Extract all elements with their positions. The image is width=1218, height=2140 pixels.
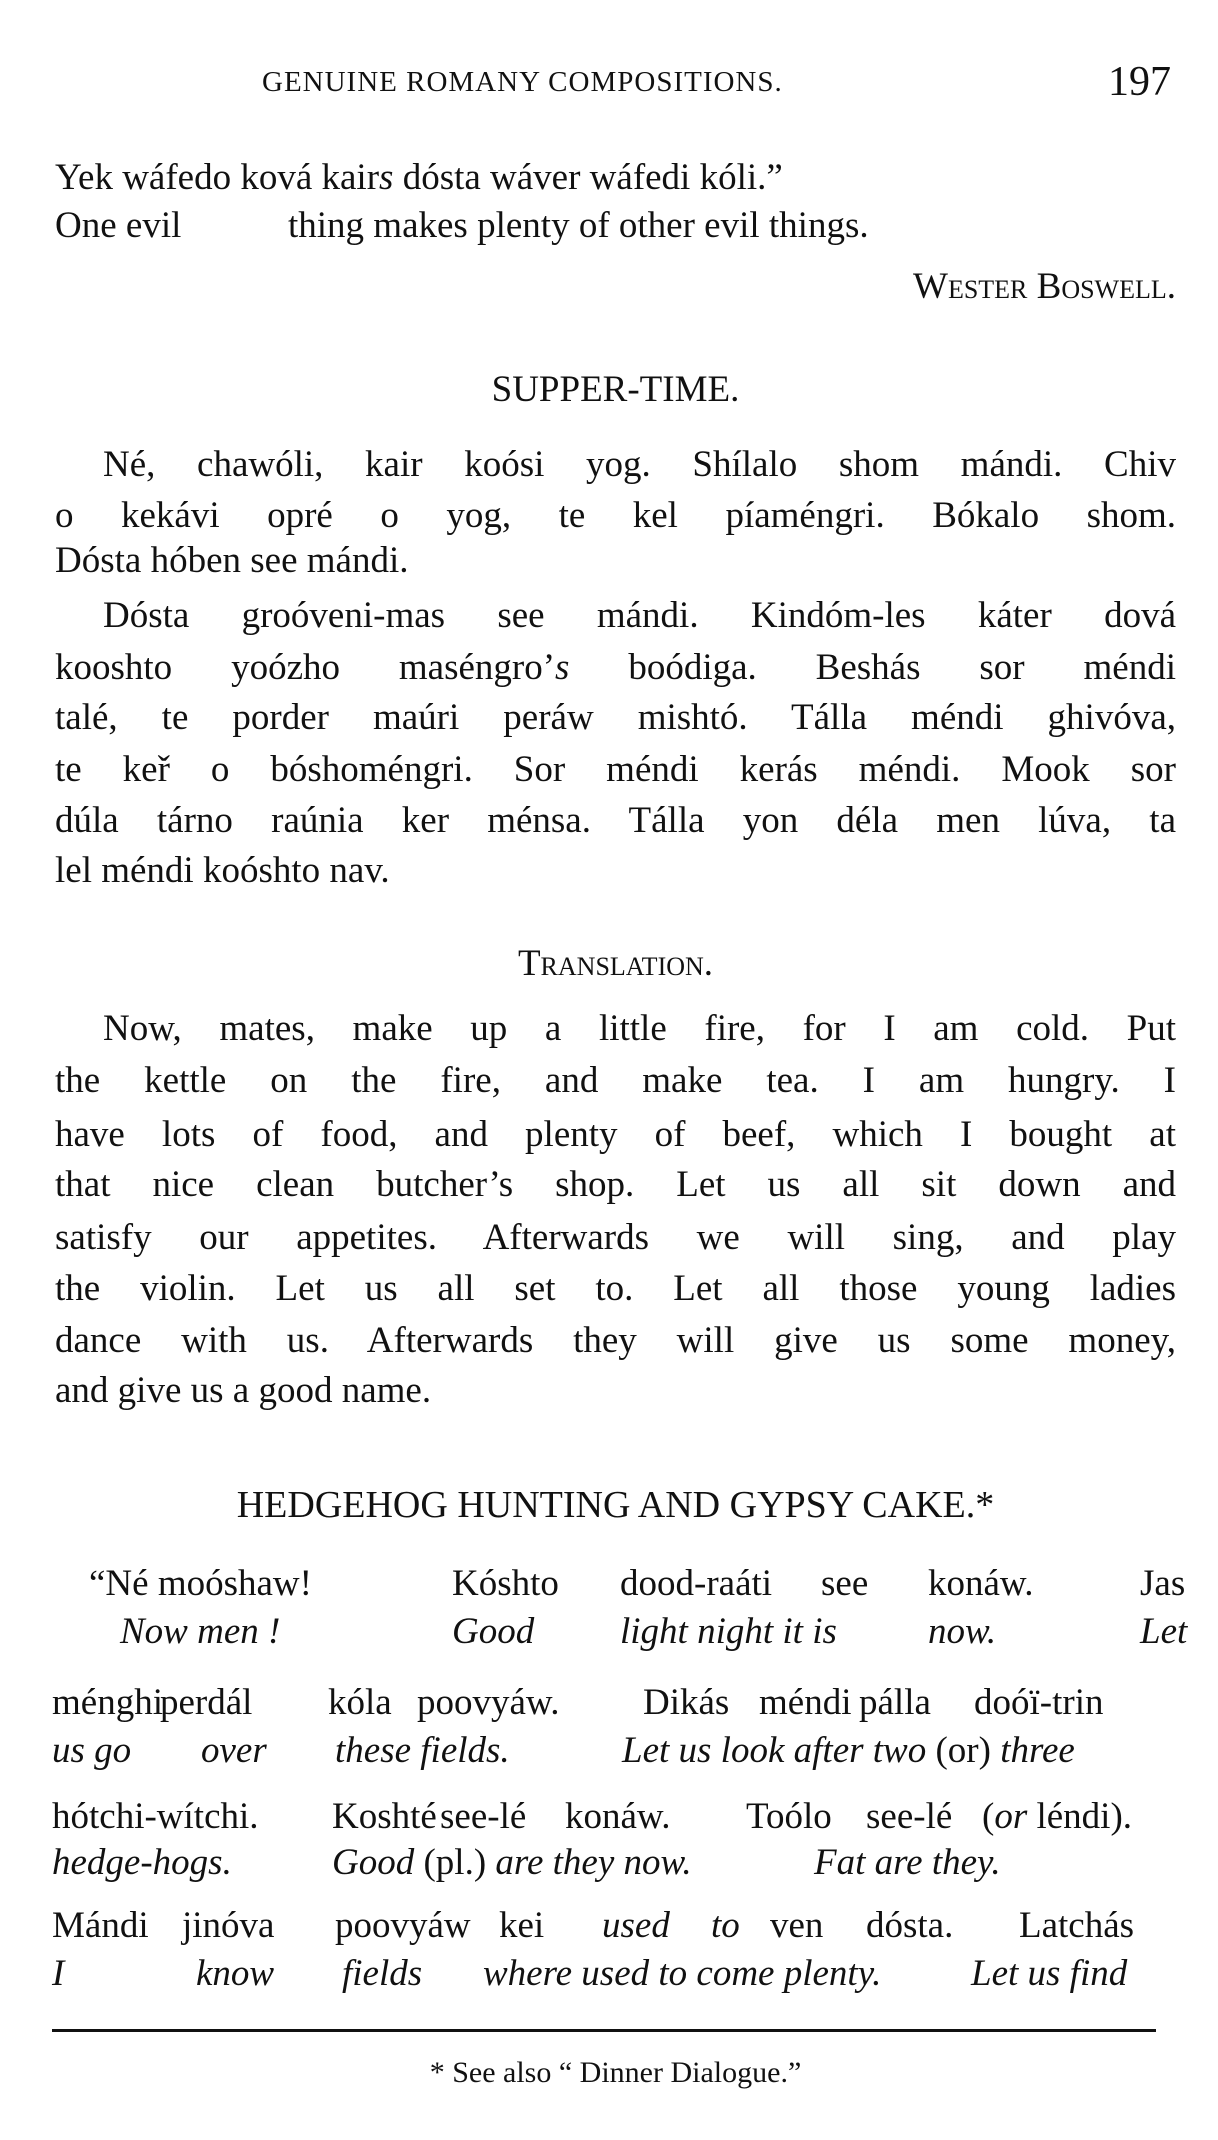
text-segment: Good [452,1611,535,1652]
text-segment: see-lé [866,1796,953,1837]
text-segment: know [196,1953,275,1994]
section-title-hedgehog: HEDGEHOG HUNTING AND GYPSY CAKE.* [236,1484,995,1526]
text-segment: s [555,647,570,688]
word-group [328,1678,392,1728]
text-segment: Dikás [643,1682,730,1723]
word-group [332,1792,437,1842]
text-segment: dósta. [866,1905,954,1946]
word-group [52,1838,232,1888]
gloss-line [0,1607,1218,1657]
text-segment: Yek wáfedo ková kair [55,157,380,198]
text-line [55,491,1176,541]
word-group [182,1901,274,1951]
text-segment: hedge-hogs. [52,1842,232,1883]
text-segment: Jas [1140,1563,1186,1604]
word-group [335,1726,510,1776]
text-line: Now, mates, make up a little fire, for I am cold. Put [103,1008,1176,1049]
text-segment: hótchi-wítchi. [52,1796,259,1837]
word-group [332,1838,692,1888]
word-group [52,1678,163,1728]
text-line [55,796,1176,846]
text-segment: ven [770,1905,824,1946]
text-segment: talé, te porder maúri peráw mishtó. Tálla méndi ghivóva, [55,697,1176,738]
text-segment: konáw. [928,1563,1034,1604]
text-segment: three [990,1730,1075,1771]
text-segment: kóla [328,1682,392,1723]
word-group [335,1901,471,1951]
text-line [103,591,1176,641]
text-segment: poovyáw. [417,1682,560,1723]
translation-heading: Translation. [517,943,714,984]
word-group [1019,1901,1134,1951]
text-segment: used [602,1905,670,1946]
word-group [974,1678,1103,1728]
romany-line [0,1559,1218,1609]
text-line: satisfy our appetites. Afterwards we will sing, and play [55,1217,1176,1258]
word-group [770,1901,823,1951]
text-line: have lots of food, and plenty of beef, which I bought at [55,1114,1176,1155]
text-segment: are they now. [495,1842,692,1883]
word-group [711,1901,740,1951]
text-line: the kettle on the fire, and make tea. I am hungry. I [55,1060,1176,1101]
word-group [866,1792,952,1842]
word-group [452,1559,559,1609]
word-group [52,1949,64,1999]
word-group [814,1838,1001,1888]
word-group [746,1792,832,1842]
text-segment: léndi). [1027,1796,1133,1837]
text-segment: fields [342,1953,423,1994]
gloss-line [0,1838,1218,1888]
text-segment: these fields. [335,1730,510,1771]
page-number: 197 [1108,59,1171,105]
text-line [55,693,1176,743]
word-group [602,1901,670,1951]
text-segment: Koshté [332,1796,437,1837]
word-group [483,1949,881,1999]
word-group [52,1792,259,1842]
word-group [440,1792,526,1842]
text-segment: pálla [859,1682,931,1723]
text-segment: Now men ! [120,1611,281,1652]
text-segment: Latchás [1019,1905,1135,1946]
word-group [417,1678,560,1728]
text-line: dance with us. Afterwards they will give us some money, [55,1320,1176,1361]
gloss-line [0,1949,1218,1999]
text-segment: ( [982,1796,995,1837]
word-group [859,1678,931,1728]
text-segment: kei [499,1905,545,1946]
word-group [643,1678,729,1728]
text-line [55,643,1176,693]
text-line [55,536,1176,586]
gloss-line [0,1726,1218,1776]
text-segment: jinóva [182,1905,275,1946]
text-segment: or [994,1796,1028,1837]
word-group [620,1559,772,1609]
text-segment: Let us find [971,1953,1128,1994]
word-group [821,1559,868,1609]
word-group [620,1607,837,1657]
section-title-supper-time: SUPPER-TIME. [491,369,740,410]
word-group [52,1726,131,1776]
word-group [452,1607,534,1657]
word-group [120,1607,280,1657]
word-group [196,1949,274,1999]
text-line [103,440,1176,490]
text-segment: s [379,157,394,198]
text-line: that nice clean butcher’s shop. Let us all sit down and [55,1164,1176,1205]
romany-line [0,1678,1218,1728]
footnote: * See also “ Dinner Dialogue.” [429,2056,802,2089]
text-segment: (or) [935,1730,991,1771]
text-segment: “Né moóshaw! [89,1563,312,1604]
text-segment: to [711,1905,740,1946]
text-segment: Né, chawóli, kair koósi yog. Shílalo shom mándi. Chiv [103,444,1176,485]
word-group [622,1726,1075,1776]
text-segment: perdál [160,1682,253,1723]
text-segment: Dósta groóveni-mas see mándi. Kindóm-les káter dová [103,595,1176,636]
word-group [1140,1607,1187,1657]
text-segment: o kekávi opré o yog, te kel píaméngri. Bókalo shom. [55,495,1176,536]
text-line: the violin. Let us all set to. Let all those young ladies [55,1268,1176,1309]
text-segment: Kóshto [452,1563,559,1604]
text-segment: boódiga. Beshás sor méndi [569,647,1176,688]
text-segment: Let us look after two [622,1730,936,1771]
romany-line [0,1792,1218,1842]
gloss-segment: thing makes plenty of other evil things. [288,205,869,246]
proverb-gloss [55,201,1176,251]
word-group [89,1559,312,1609]
text-segment: over [201,1730,267,1771]
running-title: GENUINE ROMANY COMPOSITIONS. [262,66,783,98]
text-segment: light night it is [620,1611,837,1652]
text-line [55,846,1176,896]
text-segment: poovyáw [335,1905,471,1946]
text-segment: I [52,1953,65,1994]
word-group [342,1949,422,1999]
text-segment: Toólo [746,1796,832,1837]
text-segment: ménghi [52,1682,163,1723]
text-segment: now. [928,1611,997,1652]
proverb-romany [55,153,1176,203]
text-segment: (pl.) [414,1842,496,1883]
text-segment: where used to come plenty. [483,1953,882,1994]
text-segment: lel méndi koóshto nav. [55,850,390,891]
word-group [499,1901,544,1951]
word-group [928,1607,996,1657]
text-segment: dósta wáver wáfedi kóli.” [393,157,783,198]
word-group [759,1678,851,1728]
text-segment: méndi [759,1682,852,1723]
attribution: Wester Boswell. [913,266,1176,307]
word-group [866,1901,953,1951]
word-group [565,1792,671,1842]
word-group [160,1678,252,1728]
word-group [982,1792,1132,1842]
text-segment: Good [332,1842,415,1883]
text-segment: doóï-trin [974,1682,1104,1723]
text-segment: dúla tárno raúnia ker ménsa. Tálla yon déla men lúva, ta [55,800,1176,841]
text-segment: us go [52,1730,132,1771]
text-segment: see-lé [440,1796,527,1837]
text-segment: Fat are they. [814,1842,1001,1883]
text-segment: see [821,1563,869,1604]
word-group [1140,1559,1185,1609]
text-segment: Mándi [52,1905,149,1946]
text-segment: dood-raáti [620,1563,773,1604]
gloss-segment: One evil [55,205,182,246]
word-group [971,1949,1127,1999]
text-segment: te keř o bóshoméngri. Sor méndi kerás méndi. Mook sor [55,749,1176,790]
word-group [52,1901,149,1951]
footnote-divider [52,2029,1156,2032]
text-line [55,745,1176,795]
text-line: and give us a good name. [55,1370,432,1411]
word-group [928,1559,1034,1609]
word-group [201,1726,267,1776]
romany-line [0,1901,1218,1951]
text-segment: Let [1140,1611,1188,1652]
text-segment: Dósta hóben see mándi. [55,540,409,581]
text-segment: kooshto yoózho maséngro’ [55,647,556,688]
text-segment: konáw. [565,1796,671,1837]
